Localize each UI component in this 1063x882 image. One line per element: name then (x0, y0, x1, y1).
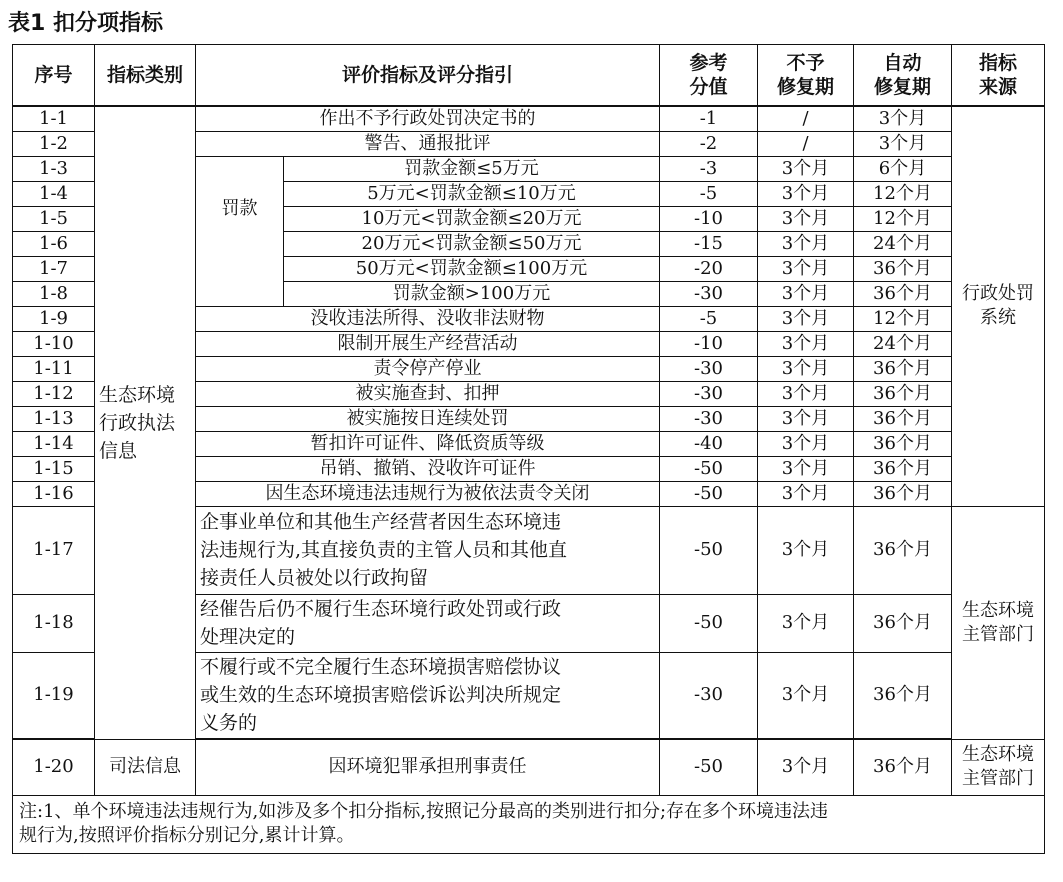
row-id: 1-5 (13, 206, 95, 231)
row-score: -10 (660, 206, 758, 231)
row-autofix: 36个月 (854, 406, 952, 431)
row-nofix: 3个月 (758, 356, 854, 381)
header-autofix: 自动 修复期 (854, 45, 952, 106)
row-score: -30 (660, 356, 758, 381)
row-score: -50 (660, 481, 758, 506)
row-autofix: 12个月 (854, 181, 952, 206)
row-nofix: 3个月 (758, 506, 854, 594)
row-score: -2 (660, 131, 758, 156)
row-text: 企事业单位和其他生产经营者因生态环境违 法违规行为,其直接负责的主管人员和其他直 接责任人员被处以行政拘留 (196, 506, 660, 594)
row-text: 被实施按日连续处罚 (196, 406, 660, 431)
row-score: -10 (660, 331, 758, 356)
row-nofix: 3个月 (758, 231, 854, 256)
row-score: -5 (660, 306, 758, 331)
row-nofix: 3个月 (758, 256, 854, 281)
table-row (13, 106, 1045, 132)
row-autofix: 36个月 (854, 256, 952, 281)
row-score: -30 (660, 381, 758, 406)
row-autofix: 36个月 (854, 652, 952, 739)
deduction-table (12, 44, 1045, 854)
row-text: 罚款金额≤5万元 (284, 156, 660, 181)
note-row (13, 795, 1045, 853)
row-id: 1-12 (13, 381, 95, 406)
row-text: 因环境犯罪承担刑事责任 (196, 739, 660, 795)
source-admin: 行政处罚 系统 (952, 106, 1045, 507)
row-text: 吊销、撤销、没收许可证件 (196, 456, 660, 481)
row-id: 1-13 (13, 406, 95, 431)
header-source: 指标 来源 (952, 45, 1045, 106)
row-nofix: 3个月 (758, 306, 854, 331)
row-score: -15 (660, 231, 758, 256)
row-score: -50 (660, 594, 758, 652)
table-title: 表1 扣分项指标 (8, 11, 163, 36)
header-category: 指标类别 (95, 45, 196, 106)
row-nofix: 3个月 (758, 481, 854, 506)
row-autofix: 12个月 (854, 206, 952, 231)
row-text: 责令停产停业 (196, 356, 660, 381)
row-id: 1-7 (13, 256, 95, 281)
row-nofix: 3个月 (758, 331, 854, 356)
row-id: 1-9 (13, 306, 95, 331)
row-autofix: 24个月 (854, 331, 952, 356)
row-autofix: 36个月 (854, 739, 952, 795)
row-score: -40 (660, 431, 758, 456)
row-text: 没收违法所得、没收非法财物 (196, 306, 660, 331)
row-score: -50 (660, 739, 758, 795)
row-score: -50 (660, 506, 758, 594)
row-id: 1-11 (13, 356, 95, 381)
row-autofix: 3个月 (854, 131, 952, 156)
header-nofix: 不予 修复期 (758, 45, 854, 106)
row-nofix: 3个月 (758, 381, 854, 406)
row-score: -30 (660, 652, 758, 739)
row-score: -3 (660, 156, 758, 181)
row-autofix: 36个月 (854, 356, 952, 381)
row-nofix: / (758, 131, 854, 156)
category-eco: 生态环境 行政执法 信息 (95, 106, 196, 740)
row-text: 经催告后仍不履行生态环境行政处罚或行政 处理决定的 (196, 594, 660, 652)
row-nofix: / (758, 106, 854, 132)
row-text: 警告、通报批评 (196, 131, 660, 156)
category-judicial: 司法信息 (95, 739, 196, 795)
row-id: 1-4 (13, 181, 95, 206)
row-autofix: 24个月 (854, 231, 952, 256)
row-nofix: 3个月 (758, 739, 854, 795)
row-autofix: 36个月 (854, 281, 952, 306)
row-id: 1-15 (13, 456, 95, 481)
row-text: 20万元<罚款金额≤50万元 (284, 231, 660, 256)
header-score: 参考 分值 (660, 45, 758, 106)
row-id: 1-1 (13, 106, 95, 132)
row-text: 不履行或不完全履行生态环境损害赔偿协议 或生效的生态环境损害赔偿诉讼判决所规定 义务的 (196, 652, 660, 739)
header-guide: 评价指标及评分指引 (196, 45, 660, 106)
row-id: 1-20 (13, 739, 95, 795)
row-nofix: 3个月 (758, 281, 854, 306)
header-seq: 序号 (13, 45, 95, 106)
row-text: 作出不予行政处罚决定书的 (196, 106, 660, 132)
row-id: 1-10 (13, 331, 95, 356)
row-text: 5万元<罚款金额≤10万元 (284, 181, 660, 206)
row-id: 1-19 (13, 652, 95, 739)
row-score: -30 (660, 281, 758, 306)
row-score: -1 (660, 106, 758, 132)
row-nofix: 3个月 (758, 652, 854, 739)
row-id: 1-16 (13, 481, 95, 506)
row-id: 1-6 (13, 231, 95, 256)
header-row (13, 45, 1045, 106)
row-text: 暂扣许可证件、降低资质等级 (196, 431, 660, 456)
row-autofix: 36个月 (854, 506, 952, 594)
row-autofix: 36个月 (854, 481, 952, 506)
row-id: 1-2 (13, 131, 95, 156)
row-id: 1-3 (13, 156, 95, 181)
row-autofix: 36个月 (854, 456, 952, 481)
row-text: 10万元<罚款金额≤20万元 (284, 206, 660, 231)
source-dept-judicial: 生态环境 主管部门 (952, 739, 1045, 795)
row-id: 1-17 (13, 506, 95, 594)
row-text: 限制开展生产经营活动 (196, 331, 660, 356)
row-text: 被实施查封、扣押 (196, 381, 660, 406)
row-id: 1-14 (13, 431, 95, 456)
row-score: -20 (660, 256, 758, 281)
row-score: -5 (660, 181, 758, 206)
row-score: -50 (660, 456, 758, 481)
row-id: 1-8 (13, 281, 95, 306)
row-text: 罚款金额>100万元 (284, 281, 660, 306)
row-autofix: 36个月 (854, 381, 952, 406)
table-row (13, 739, 1045, 795)
row-score: -30 (660, 406, 758, 431)
table-note: 注:1、单个环境违法违规行为,如涉及多个扣分指标,按照记分最高的类别进行扣分;存在多个环境违法违 规行为,按照评价指标分别记分,累计计算。 (13, 795, 1045, 853)
row-autofix: 3个月 (854, 106, 952, 132)
row-text: 50万元<罚款金额≤100万元 (284, 256, 660, 281)
row-nofix: 3个月 (758, 156, 854, 181)
row-id: 1-18 (13, 594, 95, 652)
row-autofix: 12个月 (854, 306, 952, 331)
row-nofix: 3个月 (758, 431, 854, 456)
row-autofix: 36个月 (854, 594, 952, 652)
row-text: 因生态环境违法违规行为被依法责令关闭 (196, 481, 660, 506)
source-dept: 生态环境 主管部门 (952, 506, 1045, 739)
row-nofix: 3个月 (758, 181, 854, 206)
subcategory-fine: 罚款 (196, 156, 284, 306)
row-nofix: 3个月 (758, 594, 854, 652)
row-autofix: 6个月 (854, 156, 952, 181)
row-nofix: 3个月 (758, 406, 854, 431)
row-nofix: 3个月 (758, 206, 854, 231)
row-autofix: 36个月 (854, 431, 952, 456)
row-nofix: 3个月 (758, 456, 854, 481)
